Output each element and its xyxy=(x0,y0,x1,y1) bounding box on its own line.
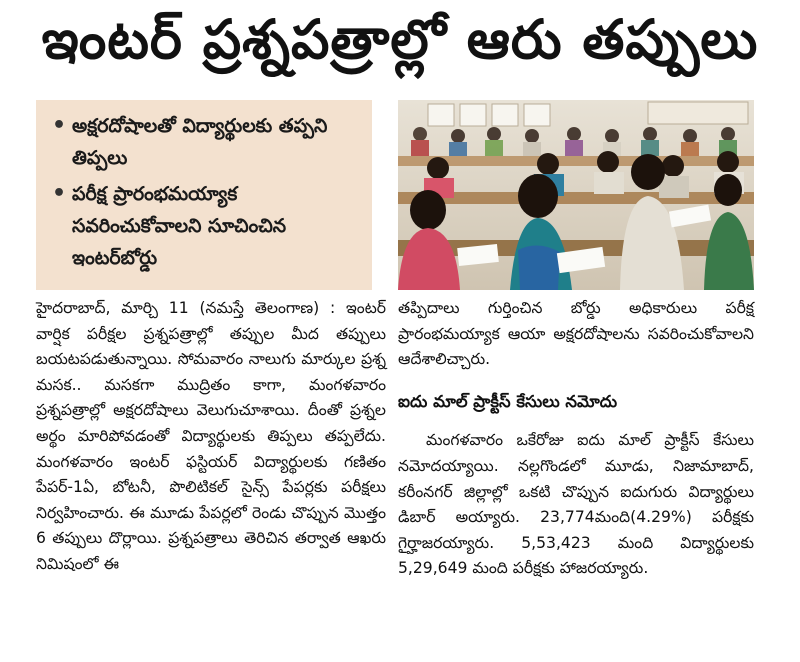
body-paragraph: తప్పిదాలు గుర్తించిన బోర్డు అధికారులు పరీక్ష ప్రారంభమయ్యాక ఆయా అక్షరదోషాలను సవరించుకోవాలని ఆదేశాలిచ్చారు. xyxy=(398,299,754,369)
highlight-item: • పరీక్ష ప్రారంభమయ్యాక సవరించుకోవాలని సూచించిన ఇంటర్‌బోర్డు xyxy=(50,178,362,274)
article-body-right xyxy=(398,296,754,582)
highlights-box xyxy=(36,100,372,290)
highlight-item: • అక్షరదోషాలతో విద్యార్థులకు తప్పని తిప్పలు xyxy=(50,110,362,174)
headline: ఇంటర్ ప్రశ్నపత్రాల్లో ఆరు తప్పులు xyxy=(41,7,759,71)
subheading: ఐదు మాల్ ప్రాక్టీస్ కేసులు నమోదు xyxy=(398,391,618,411)
body-paragraph: హైదరాబాద్, మార్చి 11 (నమస్తే తెలంగాణ) : ఇంటర్ వార్షిక పరీక్షల ప్రశ్నపత్రాల్లో తప్పుల మీద తప్పులు బయటపడుతున్నాయి. సోమవారం నాలుగు మార్కుల ప్రశ్న మసక.. మసకగా ముద్రితం కాగా, మంగళవారం ప్రశ్నపత్రాల్లో అక్షరదోషాలు వెలుగుచూశాయి. దీంతో ప్రశ్నల అర్థం మారిపోవడంతో విద్యార్థులకు తిప్పలు తప్పలేదు. మంగళవారం ఇంటర్ ఫస్టియర్ విద్యార్థులకు గణితం పేపర్-1ఏ, బోటనీ, పొలిటికల్ సైన్స్ పేపర్లకు పరీక్షలు నిర్వహించారు. ఈ మూడు పేపర్లలో రెండు చొప్పున మొత్తం 6 తప్పులు దొర్లాయి. ప్రశ్నపత్రాలు తెరిచిన తర్వాత ఆఖరు నిమిషంలో ఈ xyxy=(36,299,386,573)
article-body-left xyxy=(36,296,386,578)
exam-hall-photo xyxy=(398,100,754,290)
highlights-list xyxy=(50,110,362,274)
body-paragraph: మంగళవారం ఒకేరోజు ఐదు మాల్ ప్రాక్టీస్ కేసులు నమోదయ్యాయి. నల్లగొండలో మూడు, నిజామాబాద్, కరీంనగర్ జిల్లాల్లో ఒకటి చొప్పున ఐదుగురు విద్యార్థులు డిబార్ అయ్యారు. 23,774మంది(4.29%) పరీక్షకు గైర్హాజరయ్యారు. 5,53,423 మంది విద్యార్థులకు 5,29,649 మంది పరీక్షకు హాజరయ్యారు. xyxy=(398,431,754,578)
